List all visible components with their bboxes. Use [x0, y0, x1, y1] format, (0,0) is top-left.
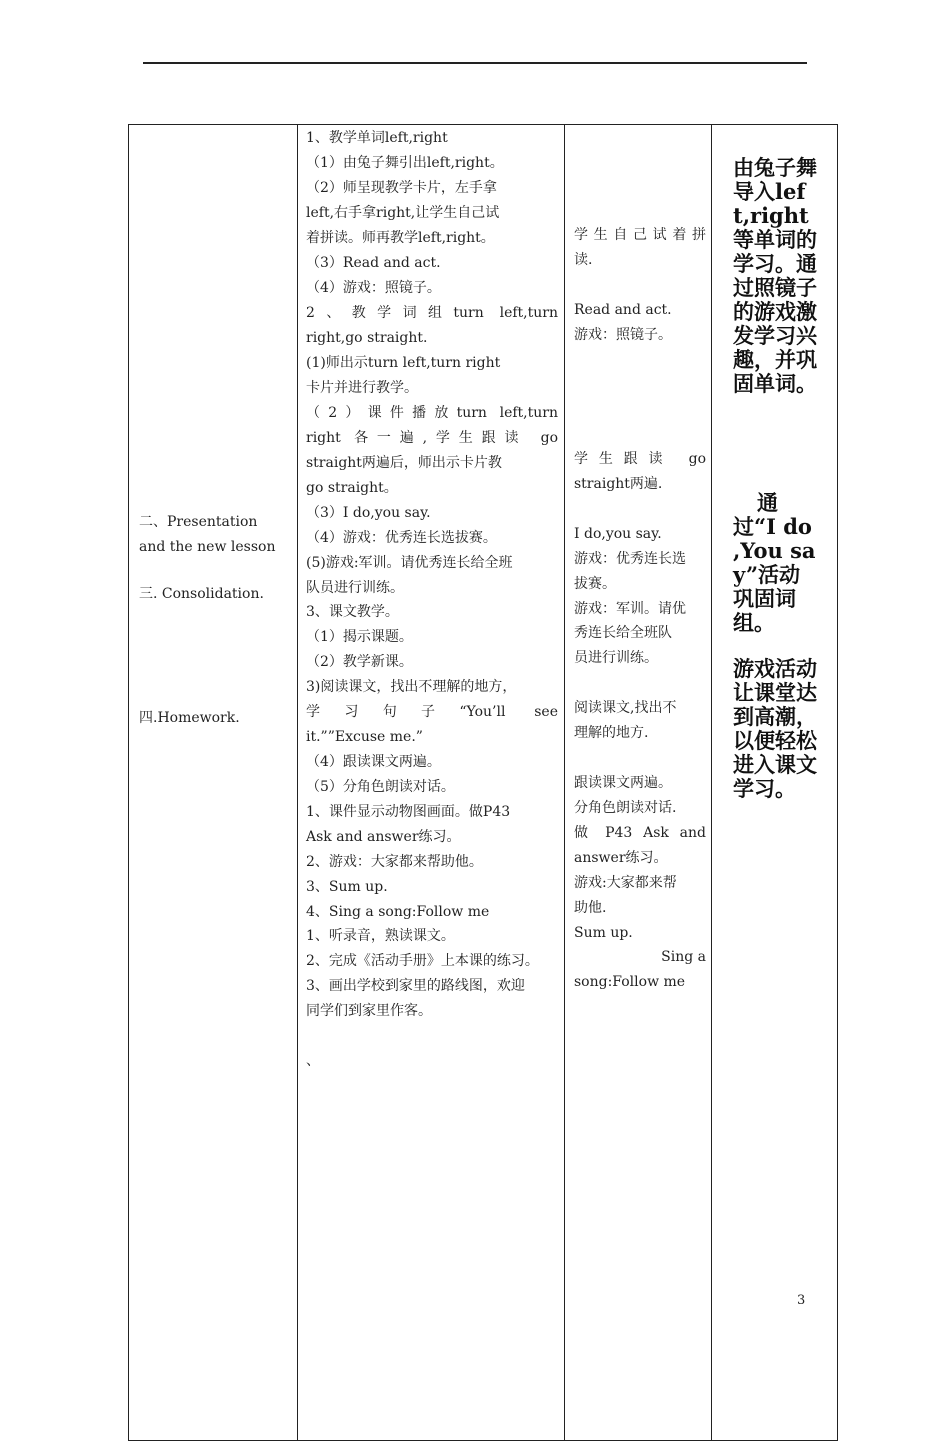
student-line: 秀连长给全班队	[574, 625, 672, 641]
stage-consolidation: 三. Consolidation.	[139, 586, 264, 602]
student-line: answer练习。	[574, 850, 668, 866]
page-number: 3	[797, 1293, 806, 1308]
teacher-line: 3)阅读课文，找出不理解的地方，	[306, 679, 517, 695]
stage-column	[129, 125, 298, 1440]
teacher-line: it.””Excuse me.”	[306, 729, 423, 745]
stage-new-lesson: and the new lesson	[139, 539, 276, 555]
student-line: 员进行训练。	[574, 650, 658, 666]
student-line: 拔赛。	[574, 576, 616, 592]
teacher-line: （4）游戏：优秀连长选拔赛。	[306, 530, 497, 546]
teacher-line: Ask and answer练习。	[306, 829, 461, 845]
teacher-line: (1)师出示turn left,turn right	[306, 355, 501, 371]
student-line: straight两遍.	[574, 476, 663, 492]
teacher-line: 3、画出学校到家里的路线图，欢迎	[306, 978, 525, 994]
student-line: 游戏：优秀连长选	[574, 551, 686, 567]
teacher-line: 1、教学单词left,right	[306, 130, 448, 146]
teacher-line: 着拼读。师再教学left,right。	[306, 230, 495, 246]
teacher-line: 队员进行训练。	[306, 580, 404, 596]
student-line: 游戏：军训。请优	[574, 601, 686, 617]
teacher-line: straight两遍后，师出示卡片教	[306, 455, 502, 471]
teacher-line: right,go straight.	[306, 330, 428, 346]
student-line: 学生跟读 go	[574, 451, 706, 467]
teacher-line: 2、游戏：大家都来帮助他。	[306, 854, 483, 870]
teacher-line: 3、课文教学。	[306, 604, 399, 620]
stage-homework: 四.Homework.	[139, 710, 240, 726]
student-line: Sing a	[661, 949, 706, 965]
student-line: 做 P43 Ask and	[574, 825, 706, 841]
teacher-line: 2、教学词组turn left,turn	[306, 305, 558, 321]
student-line: 游戏:大家都来帮	[574, 875, 677, 891]
teacher-line: (5)游戏:军训。请优秀连长给全班	[306, 555, 513, 571]
teacher-line: （3）I do,you say.	[306, 505, 431, 521]
student-line: 分角色朗读对话.	[574, 800, 677, 816]
stage-presentation: 二、Presentation	[139, 514, 258, 530]
student-line: 助他.	[574, 900, 607, 916]
teacher-line: （2）课件播放turn left,turn	[306, 405, 558, 421]
student-line: 跟读课文两遍。	[574, 775, 672, 791]
lesson-plan-table	[128, 124, 838, 1441]
teacher-line: left,右手拿right,让学生自己试	[306, 205, 500, 221]
teacher-line: （3）Read and act.	[306, 255, 441, 271]
student-line: 学生自己试着拼	[574, 227, 706, 243]
teacher-line: 2、完成《活动手册》上本课的练习。	[306, 953, 539, 969]
teacher-line: 、	[306, 1053, 320, 1069]
teacher-line: （1）由兔子舞引出left,right。	[306, 155, 504, 171]
student-line: Sum up.	[574, 925, 633, 941]
teacher-line: （5）分角色朗读对话。	[306, 779, 455, 795]
student-line: 游戏：照镜子。	[574, 327, 672, 343]
header-rule	[143, 62, 807, 64]
teacher-line: go straight。	[306, 480, 398, 496]
design-note-3: 游戏活动让课堂达到高潮，以便轻松进入课文学习。	[733, 656, 817, 801]
teacher-activity-column	[298, 125, 565, 1440]
teacher-line: right 各一遍,学生跟读 go	[306, 430, 558, 446]
student-line: 理解的地方.	[574, 725, 649, 741]
student-line: I do,you say.	[574, 526, 662, 542]
teacher-line: （4）游戏：照镜子。	[306, 280, 441, 296]
design-intent-column	[712, 125, 837, 1440]
teacher-line: 3、Sum up.	[306, 879, 388, 895]
design-note-1: 由兔子舞导入left,right等单词的学习。通过照镜子的游戏激发学习兴趣，并巩固单词。	[733, 155, 817, 396]
teacher-line: （2）师呈现教学卡片，左手拿	[306, 180, 497, 196]
student-line: song:Follow me	[574, 974, 686, 990]
teacher-line: （4）跟读课文两遍。	[306, 754, 441, 770]
teacher-line: （2）教学新课。	[306, 654, 413, 670]
student-line: 阅读课文,找出不	[574, 700, 677, 716]
teacher-line: 1、课件显示动物图画面。做P43	[306, 804, 511, 820]
teacher-line: 学习句子“You’ll see	[306, 704, 558, 720]
teacher-line: 卡片并进行教学。	[306, 380, 418, 396]
teacher-line: 1、听录音，熟读课文。	[306, 928, 455, 944]
student-line: 读.	[574, 252, 593, 268]
teacher-line: 同学们到家里作客。	[306, 1003, 432, 1019]
student-activity-column	[565, 125, 712, 1440]
teacher-line: 4、Sing a song:Follow me	[306, 904, 490, 920]
teacher-line: （1）揭示课题。	[306, 629, 413, 645]
student-line: Read and act.	[574, 302, 672, 318]
design-note-2: 通过“I do ,You say”活动巩固词组。	[733, 490, 816, 635]
